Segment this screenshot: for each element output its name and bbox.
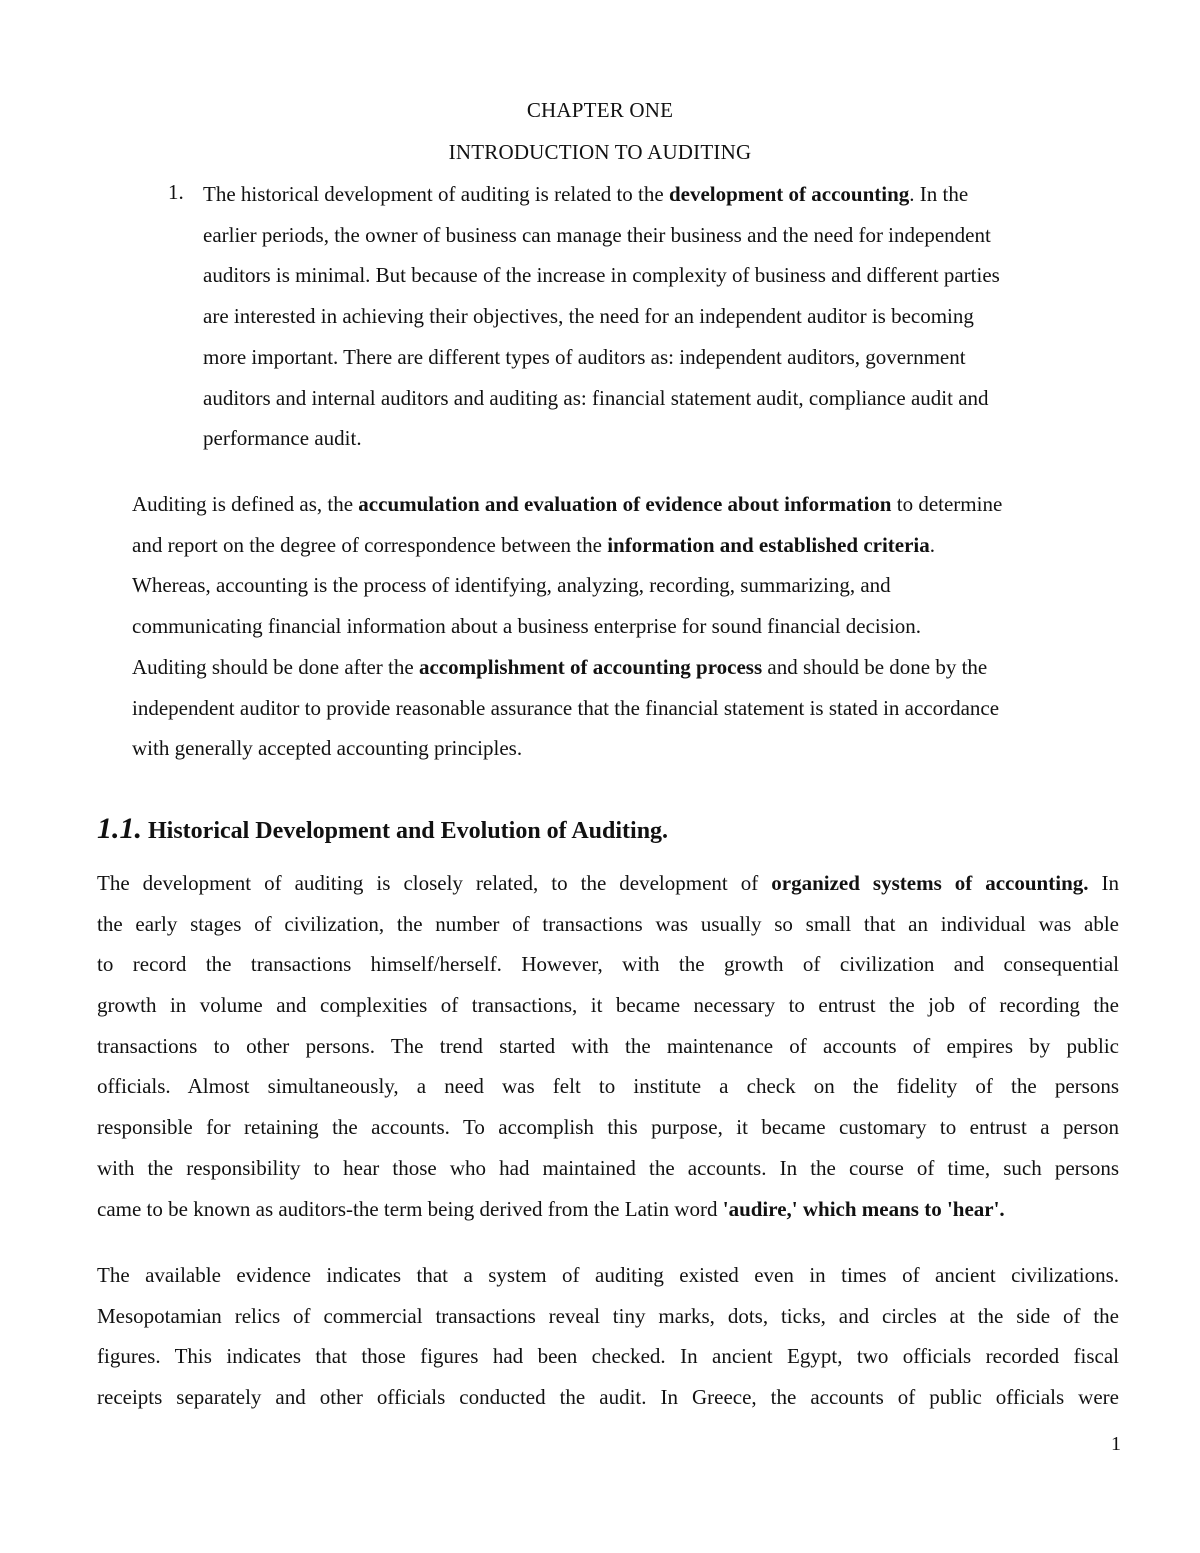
text-line: Mesopotamian relics of commercial transactions reveal tiny marks, dots, ticks, and circles at the side of the	[97, 1303, 1119, 1328]
intro-list-item-text	[203, 174, 1103, 459]
text-line: with the responsibility to hear those who had maintained the accounts. In the course of time, such persons	[97, 1155, 1119, 1180]
text-line: the early stages of civilization, the number of transactions was usually so small that an individual was able	[97, 911, 1119, 936]
text-line: figures. This indicates that those figures had been checked. In ancient Egypt, two officials recorded fiscal	[97, 1344, 1119, 1369]
text-line: The historical development of auditing is related to the development of accounting. In the	[203, 182, 969, 206]
text-line: The available evidence indicates that a system of auditing existed even in times of ancient civilizations.	[97, 1263, 1119, 1287]
bold-term: information and established criteria	[607, 532, 930, 557]
text-line: to record the transactions himself/herself. However, with the growth of civilization and consequential	[97, 952, 1119, 977]
section-heading	[97, 812, 668, 846]
bold-term: 'audire,' which means to 'hear'.	[722, 1196, 1005, 1221]
history-paragraph-2	[97, 1255, 1119, 1418]
text-line: auditors and internal auditors and auditing as: financial statement audit, compliance audit and	[203, 385, 989, 410]
list-item-number: 1.	[168, 180, 184, 204]
text-line: earlier periods, the owner of business can manage their business and the need for independent	[203, 222, 991, 247]
text-line: auditors is minimal. But because of the increase in complexity of business and different parties	[203, 263, 1000, 288]
text-line: Auditing is defined as, the accumulation and evaluation of evidence about information to determine	[132, 492, 1003, 516]
text-line: Whereas, accounting is the process of identifying, analyzing, recording, summarizing, and	[132, 573, 891, 598]
bold-term: accumulation and evaluation of evidence about information	[358, 492, 892, 516]
text-line: with generally accepted accounting principles.	[132, 736, 523, 761]
text-line: performance audit.	[203, 426, 362, 451]
bold-term: organized systems of accounting.	[771, 871, 1089, 895]
text-line: responsible for retaining the accounts. To accomplish this purpose, it became customary to entrust a person	[97, 1115, 1119, 1140]
history-paragraph-1	[97, 863, 1119, 1229]
text-line: transactions to other persons. The trend started with the maintenance of accounts of empires by public	[97, 1033, 1119, 1058]
chapter-title: CHAPTER ONE	[526, 98, 674, 122]
text-line: The development of auditing is closely related, to the development of organized systems of accounting. In	[97, 871, 1119, 895]
text-line: receipts separately and other officials conducted the audit. In Greece, the accounts of public officials were	[97, 1385, 1119, 1410]
text-line: came to be known as auditors-the term being derived from the Latin word 'audire,' which means to 'hear'.	[97, 1196, 1005, 1221]
page-number: 1	[1111, 1433, 1121, 1455]
definition-paragraph	[132, 484, 1117, 769]
chapter-subtitle: INTRODUCTION TO AUDITING	[448, 140, 752, 164]
section-number: 1.1.	[97, 812, 142, 845]
text-line: are interested in achieving their objectives, the need for an independent auditor is becoming	[203, 304, 974, 329]
bold-term: accomplishment of accounting process	[418, 654, 763, 679]
text-line: communicating financial information about a business enterprise for sound financial decision.	[132, 614, 922, 639]
text-line: officials. Almost simultaneously, a need was felt to institute a check on the fidelity of the persons	[97, 1074, 1119, 1099]
text-line: Auditing should be done after the accomplishment of accounting process and should be done by the	[132, 654, 988, 679]
text-line: growth in volume and complexities of transactions, it became necessary to entrust the job of recording the	[97, 993, 1119, 1018]
text-line: more important. There are different types of auditors as: independent auditors, government	[203, 344, 966, 369]
text-line: independent auditor to provide reasonable assurance that the financial statement is stated in accordance	[132, 695, 1000, 720]
bold-term: development of accounting	[668, 182, 910, 206]
section-title: Historical Development and Evolution of Auditing.	[148, 818, 669, 844]
text-line: and report on the degree of correspondence between the information and established criteria.	[132, 532, 936, 557]
